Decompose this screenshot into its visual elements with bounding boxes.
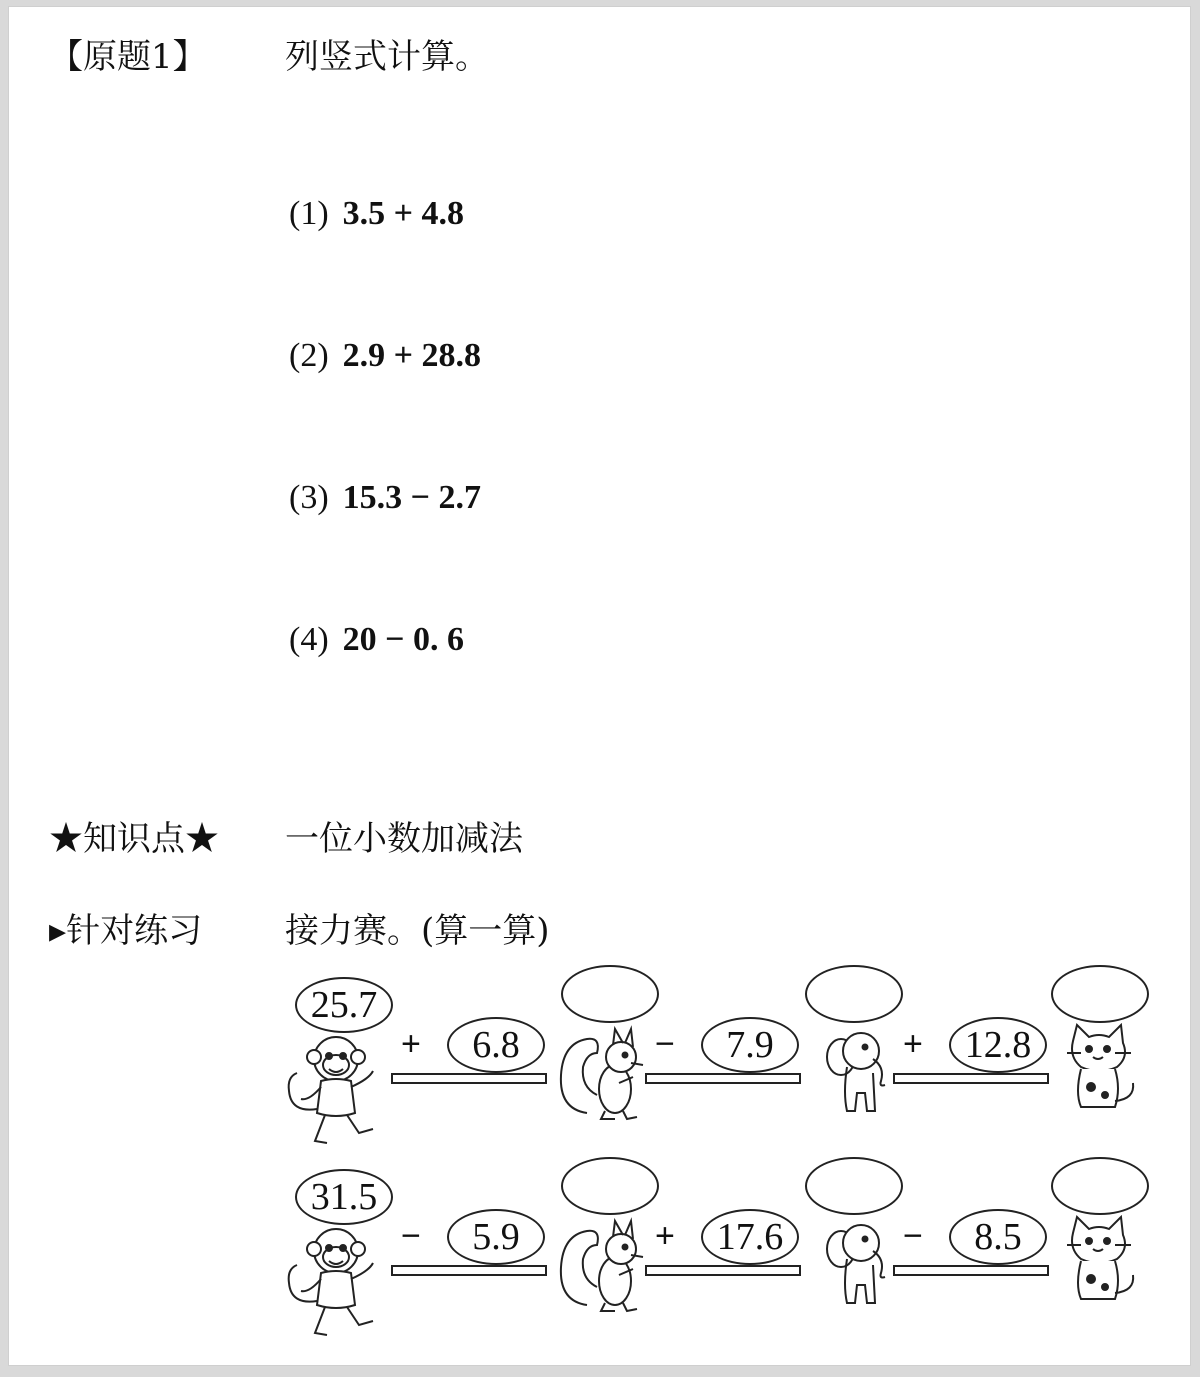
operator-sign: − xyxy=(401,1217,421,1255)
problem-label: 【原题1】 xyxy=(49,37,207,77)
relay-track xyxy=(645,1073,801,1084)
cat-icon xyxy=(1059,1023,1139,1117)
step-number-oval: 12.8 xyxy=(949,1017,1047,1073)
relay-track xyxy=(645,1265,801,1276)
relay-track xyxy=(391,1073,547,1084)
practice-label: ▸针对练习 xyxy=(49,911,203,951)
knowledge-label: ★知识点★ xyxy=(49,819,219,859)
start-number-oval: 31.5 xyxy=(295,1169,393,1225)
monkey-icon xyxy=(281,1221,391,1345)
answer-oval[interactable] xyxy=(805,965,903,1023)
practice-text: 接力赛。(算一算) xyxy=(285,911,550,951)
operator-sign: − xyxy=(655,1025,675,1063)
operator-sign: + xyxy=(655,1217,675,1255)
squirrel-icon xyxy=(557,1215,653,1319)
step-number-oval: 7.9 xyxy=(701,1017,799,1073)
monkey-icon xyxy=(281,1029,391,1153)
relay-area xyxy=(9,7,1190,1365)
problem-expression: 15.3 − 2.7 xyxy=(342,479,482,516)
answer-oval[interactable] xyxy=(561,965,659,1023)
step-number-oval: 17.6 xyxy=(701,1209,799,1265)
answer-oval[interactable] xyxy=(561,1157,659,1215)
step-number-oval: 6.8 xyxy=(447,1017,545,1073)
operator-sign: + xyxy=(903,1025,923,1063)
problem-number: (3) xyxy=(289,479,329,516)
problem-number: (1) xyxy=(289,195,329,232)
elephant-icon xyxy=(823,1023,893,1127)
operator-sign: + xyxy=(401,1025,421,1063)
worksheet-page xyxy=(8,6,1191,1366)
squirrel-icon xyxy=(557,1023,653,1127)
problem-expression: 20 − 0. 6 xyxy=(342,621,465,658)
relay-track xyxy=(893,1073,1049,1084)
relay-track xyxy=(391,1265,547,1276)
cat-icon xyxy=(1059,1215,1139,1309)
start-number-oval: 25.7 xyxy=(295,977,393,1033)
answer-oval[interactable] xyxy=(1051,1157,1149,1215)
elephant-icon xyxy=(823,1215,893,1319)
problem-number: (2) xyxy=(289,337,329,374)
answer-oval[interactable] xyxy=(805,1157,903,1215)
problem-expression: 2.9 + 28.8 xyxy=(342,337,482,374)
relay-track xyxy=(893,1265,1049,1276)
operator-sign: − xyxy=(903,1217,923,1255)
step-number-oval: 8.5 xyxy=(949,1209,1047,1265)
step-number-oval: 5.9 xyxy=(447,1209,545,1265)
instruction-text: 列竖式计算。 xyxy=(285,37,489,77)
knowledge-text: 一位小数加减法 xyxy=(285,819,523,859)
problem-expression: 3.5 + 4.8 xyxy=(342,195,465,232)
answer-oval[interactable] xyxy=(1051,965,1149,1023)
problem-number: (4) xyxy=(289,621,329,658)
